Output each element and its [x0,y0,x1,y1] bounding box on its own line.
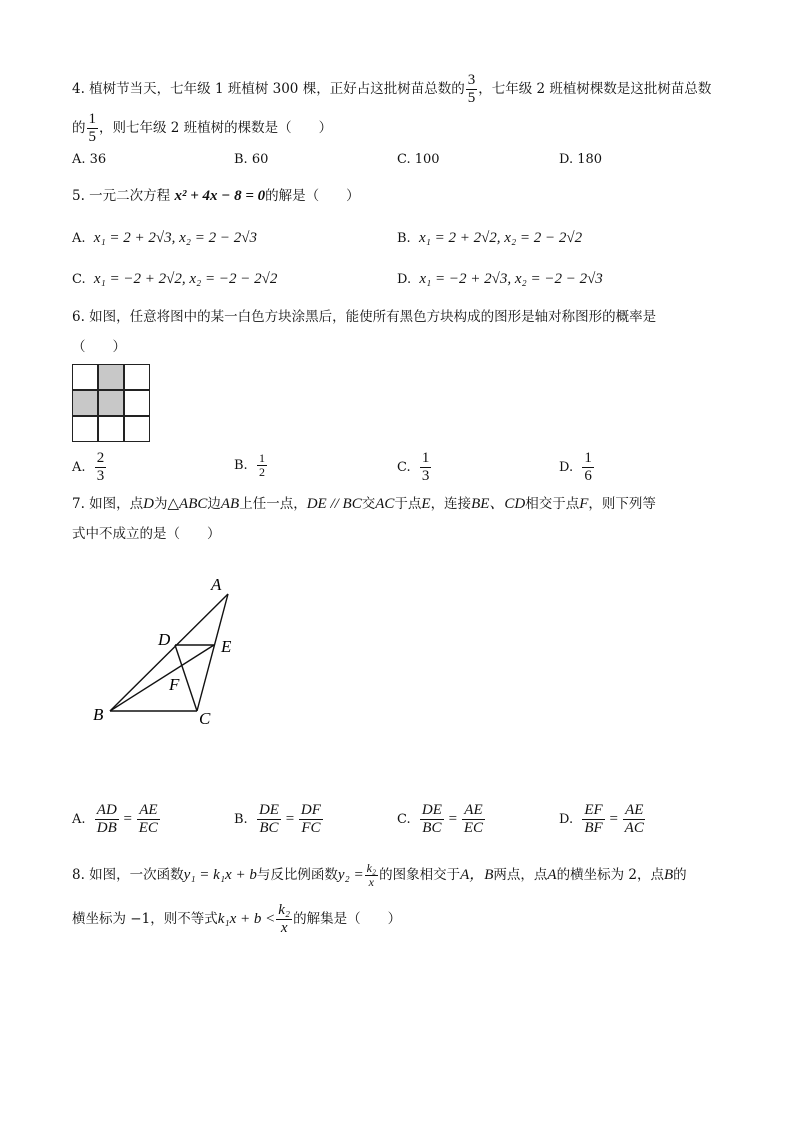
point-label-a: A [211,575,222,594]
grid-cell-white [124,416,150,442]
q7-option-a[interactable]: A. $\frac{AD}{DB}$ = $\frac{AE}{EC}$ [72,802,158,836]
grid-cell-shaded [98,390,124,416]
line-cd [175,645,197,711]
q5-stem: 5. 一元二次方程 x² + 4x − 8 = 0的解是（ ） [72,188,360,204]
q4-option-b[interactable]: B. 60 [234,152,269,167]
q8-line1: 8. 如图，一次函数y₁ = k₁x + b与反比例函数y₂ = $\frac{\text{k₂}}{x}$ 的图象相交于A，B两点，点A的横坐标为 2，点B的 [72,861,687,889]
line-ab [110,594,228,711]
q6-option-c[interactable]: C. $\frac{1}{3}$ [397,450,430,484]
grid-cell-white [124,364,150,390]
q5-option-d[interactable]: D. x₁ = −2 + 2√3, x₂ = −2 − 2√3 [397,271,603,287]
point-label-e: E [221,637,232,656]
grid-cell-white [124,390,150,416]
q5-equation: x² + 4x − 8 = 0 [174,188,266,204]
q7-option-d[interactable]: D. $\frac{EF}{BF}$ = $\frac{AE}{AC}$ [559,802,644,836]
q5-option-a[interactable]: A. x₁ = 2 + 2√3, x₂ = 2 − 2√3 [72,230,257,246]
q5-option-c[interactable]: C. x₁ = −2 + 2√2, x₂ = −2 − 2√2 [72,271,278,287]
grid-cell-white [98,416,124,442]
q4-option-c[interactable]: C. 100 [397,152,440,167]
q6-option-b[interactable]: B. $\frac{1}{2}$ [234,451,265,479]
q4-line1: 4. 植树节当天，七年级 1 班植树 300 棵，正好占这批树苗总数的 $\frac{3}{5}$ ，七年级 2 班植树棵数是这批树苗总数 [72,72,712,106]
point-label-f: F [169,675,180,694]
q7-option-c[interactable]: C. $\frac{DE}{BC}$ = $\frac{AE}{EC}$ [397,802,484,836]
line-be [110,645,214,711]
q4-option-a[interactable]: A. 36 [72,152,107,167]
q6-option-a[interactable]: A. $\frac{2}{3}$ [72,450,105,484]
grid-cell-white [72,416,98,442]
fraction-1-5: $\frac{1}{5}$ [88,111,96,145]
q4-option-d[interactable]: D. 180 [559,152,603,167]
grid-cell-white [72,364,98,390]
q4-line2: 的 $\frac{1}{5}$ ，则七年级 2 班植树的棵数是（ ） [72,111,333,145]
q6-square-grid [72,364,150,442]
q6-stem: 6. 如图，任意将图中的某一白色方块涂黑后，能使所有黑色方块构成的图形是轴对称图形的概率是 [72,309,657,325]
point-label-c: C [199,709,211,728]
q5-option-b[interactable]: B. x₁ = 2 + 2√2, x₂ = 2 − 2√2 [397,230,583,246]
grid-cell-shaded [72,390,98,416]
point-label-b: B [93,705,104,724]
q6-paren: （ ） [72,339,126,355]
q7-line2: 式中不成立的是（ ） [72,526,221,542]
q6-option-d[interactable]: D. $\frac{1}{6}$ [559,450,592,484]
grid-cell-shaded [98,364,124,390]
line-ac [197,594,228,711]
q8-line2: 横坐标为 −1，则不等式k₁x + b < $\frac{\text{k₂}}{x}$ 的解集是（ ） [72,902,402,936]
q7-line1: 7. 如图，点D为△ABC边AB上任一点，DE // BC交AC于点E，连接BE、CD相交于点F，则下列等 [72,496,656,512]
point-label-d: D [158,630,171,649]
q7-option-b[interactable]: B. $\frac{DE}{BC}$ = $\frac{DF}{FC}$ [234,802,321,836]
fraction-3-5: $\frac{3}{5}$ [467,72,476,106]
